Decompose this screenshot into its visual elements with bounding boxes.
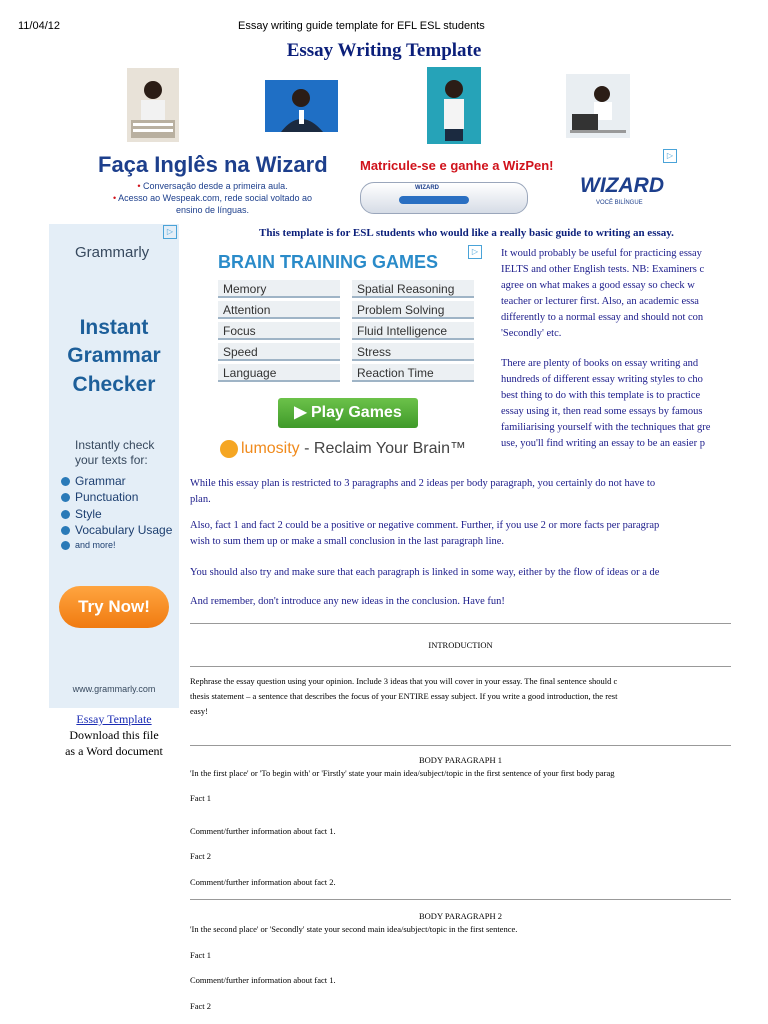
- comment-1: Comment/further information about fact 1.: [190, 826, 336, 836]
- fact-2: Fact 2: [190, 1001, 212, 1011]
- divider: [190, 623, 731, 624]
- wizard-headline: Faça Inglês na Wizard: [98, 152, 328, 177]
- fact-1: Fact 1: [190, 950, 212, 960]
- paragraph-3: You should also try and make sure that each paragraph is linked in some way, either by the flow of ideas or a de: [190, 567, 660, 578]
- lumosity-logo: lumosity - Reclaim Your Brain™: [220, 440, 466, 458]
- right-column-block-1: It would probably be useful for practicing essay IELTS and other English tests. NB: Examiners c agree on what makes a good essay so check w teacher or lecturer first. Also, an academic essa differently to a normal essay and should not con 'Secondly' etc.: [501, 248, 705, 339]
- lumosity-skill: Fluid Intelligence: [352, 322, 474, 340]
- body-paragraph-2-intro: 'In the second place' or 'Secondly' state your second main idea/subject/topic in the first sentence.: [190, 924, 518, 934]
- grammarly-ad[interactable]: [49, 224, 179, 708]
- wizpen-buttons: [399, 196, 469, 204]
- check-icon: [61, 541, 70, 550]
- divider: [190, 666, 731, 667]
- fact-1: Fact 1: [190, 793, 212, 803]
- wizard-banner-ad[interactable]: [90, 148, 677, 222]
- wizard-logo-subtitle: VOCÊ BILÍNGUE: [596, 200, 643, 206]
- grammarly-headline-1: Instant: [79, 316, 149, 339]
- divider: [190, 899, 731, 900]
- download-text-2: as a Word document: [65, 744, 163, 758]
- body-paragraph-1-intro: 'In the first place' or 'To begin with' or 'Firstly' state your main idea/subject/topic in the first sentence of your first body parag: [190, 768, 615, 778]
- page-title: Essay Writing Template: [286, 40, 482, 61]
- grammarly-logo: Grammarly: [75, 244, 150, 261]
- lumosity-skill: Attention: [218, 301, 340, 319]
- paragraph-4: And remember, don't introduce any new ideas in the conclusion. Have fun!: [190, 596, 505, 607]
- wizard-logo: WIZARD: [580, 174, 664, 197]
- wizpen-image: [360, 182, 528, 214]
- grammarly-headline-2: Grammar: [67, 344, 161, 367]
- adchoices-icon[interactable]: ▷: [163, 225, 177, 239]
- right-column-block-2: There are plenty of books on essay writing and hundreds of different essay writing styles to cho best thing to do with this template is to practice essay using it, then read some essays by famous familiarising yourself with the techniques that gre use, you'll find writing an essay to be an easier p: [501, 358, 711, 449]
- intro-text: This template is for ESL students who would like a really basic guide to writing an essay.: [259, 227, 674, 239]
- lumosity-skill: Spatial Reasoning: [352, 280, 474, 298]
- grammarly-item: Style: [61, 507, 102, 521]
- comment-2: Comment/further information about fact 2.: [190, 877, 336, 887]
- lumosity-skill: Focus: [218, 322, 340, 340]
- try-now-button[interactable]: Try Now!: [59, 586, 169, 628]
- print-page-title: Essay writing guide template for EFL ESL students: [238, 20, 485, 32]
- student-photo-1: [127, 68, 179, 142]
- check-icon: [61, 477, 70, 486]
- body-paragraph-2-heading: BODY PARAGRAPH 2: [419, 911, 502, 921]
- body-paragraph-1-heading: BODY PARAGRAPH 1: [419, 755, 502, 765]
- download-text-1: Download this file: [69, 728, 159, 742]
- check-icon: [61, 493, 70, 502]
- grammarly-headline-3: Checker: [72, 373, 156, 396]
- grammarly-url[interactable]: www.grammarly.com: [72, 684, 156, 694]
- student-photo-3: [427, 67, 481, 144]
- play-icon: ▶: [294, 404, 311, 421]
- introduction-heading: INTRODUCTION: [428, 640, 493, 650]
- paragraph-1: While this essay plan is restricted to 3 paragraphs and 2 ideas per body paragraph, you certainly do not have to plan.: [190, 478, 656, 505]
- lumosity-ad[interactable]: [212, 244, 482, 474]
- lumosity-skill: Memory: [218, 280, 340, 298]
- sun-logo-icon: [220, 440, 238, 458]
- grammarly-subtitle: Instantly check your texts for:: [75, 438, 155, 467]
- fact-2: Fact 2: [190, 851, 212, 861]
- lumosity-skill: Problem Solving: [352, 301, 474, 319]
- lumosity-skill: Language: [218, 364, 340, 382]
- wizard-bullet-2: • Acesso ao Wespeak.com, rede social voltado ao: [112, 193, 313, 203]
- print-date: 11/04/12: [18, 20, 61, 32]
- wizard-bullet-1: • Conversação desde a primeira aula.: [137, 181, 288, 191]
- introduction-text: Rephrase the essay question using your opinion. Include 3 ideas that you will cover in your essay. The final sentence should c thesis statement – a sentence that describes the focus of your ENTIRE essay subject. If you write a good introduction, the rest easy!: [190, 676, 618, 716]
- grammarly-item: Vocabulary Usage: [61, 523, 172, 537]
- comment-1: Comment/further information about fact 1.: [190, 975, 336, 985]
- play-games-button[interactable]: ▶ Play Games: [278, 398, 418, 428]
- wizpen-label: WIZARD: [415, 185, 439, 191]
- lumosity-headline: BRAIN TRAINING GAMES: [218, 252, 438, 272]
- essay-template-link[interactable]: Essay Template: [76, 712, 152, 726]
- wizard-bullet-2-cont: ensino de línguas.: [175, 205, 250, 215]
- divider: [190, 745, 731, 746]
- student-photo-4: [566, 74, 630, 138]
- grammarly-item: Punctuation: [61, 490, 138, 504]
- check-icon: [61, 526, 70, 535]
- adchoices-icon[interactable]: ▷: [468, 245, 482, 259]
- lumosity-skill: Speed: [218, 343, 340, 361]
- student-photo-2: [265, 80, 338, 132]
- grammarly-item: Grammar: [61, 474, 126, 488]
- paragraph-2: Also, fact 1 and fact 2 could be a positive or negative comment. Further, if you use 2 or more facts per paragrap wish to sum them up or make a small conclusion in the last paragraph line.: [190, 520, 660, 547]
- wizard-promo: Matricule-se e ganhe a WizPen!: [360, 158, 554, 173]
- check-icon: [61, 510, 70, 519]
- grammarly-item: and more!: [61, 540, 116, 550]
- lumosity-skill: Stress: [352, 343, 474, 361]
- adchoices-icon[interactable]: ▷: [663, 149, 677, 163]
- lumosity-skill: Reaction Time: [352, 364, 474, 382]
